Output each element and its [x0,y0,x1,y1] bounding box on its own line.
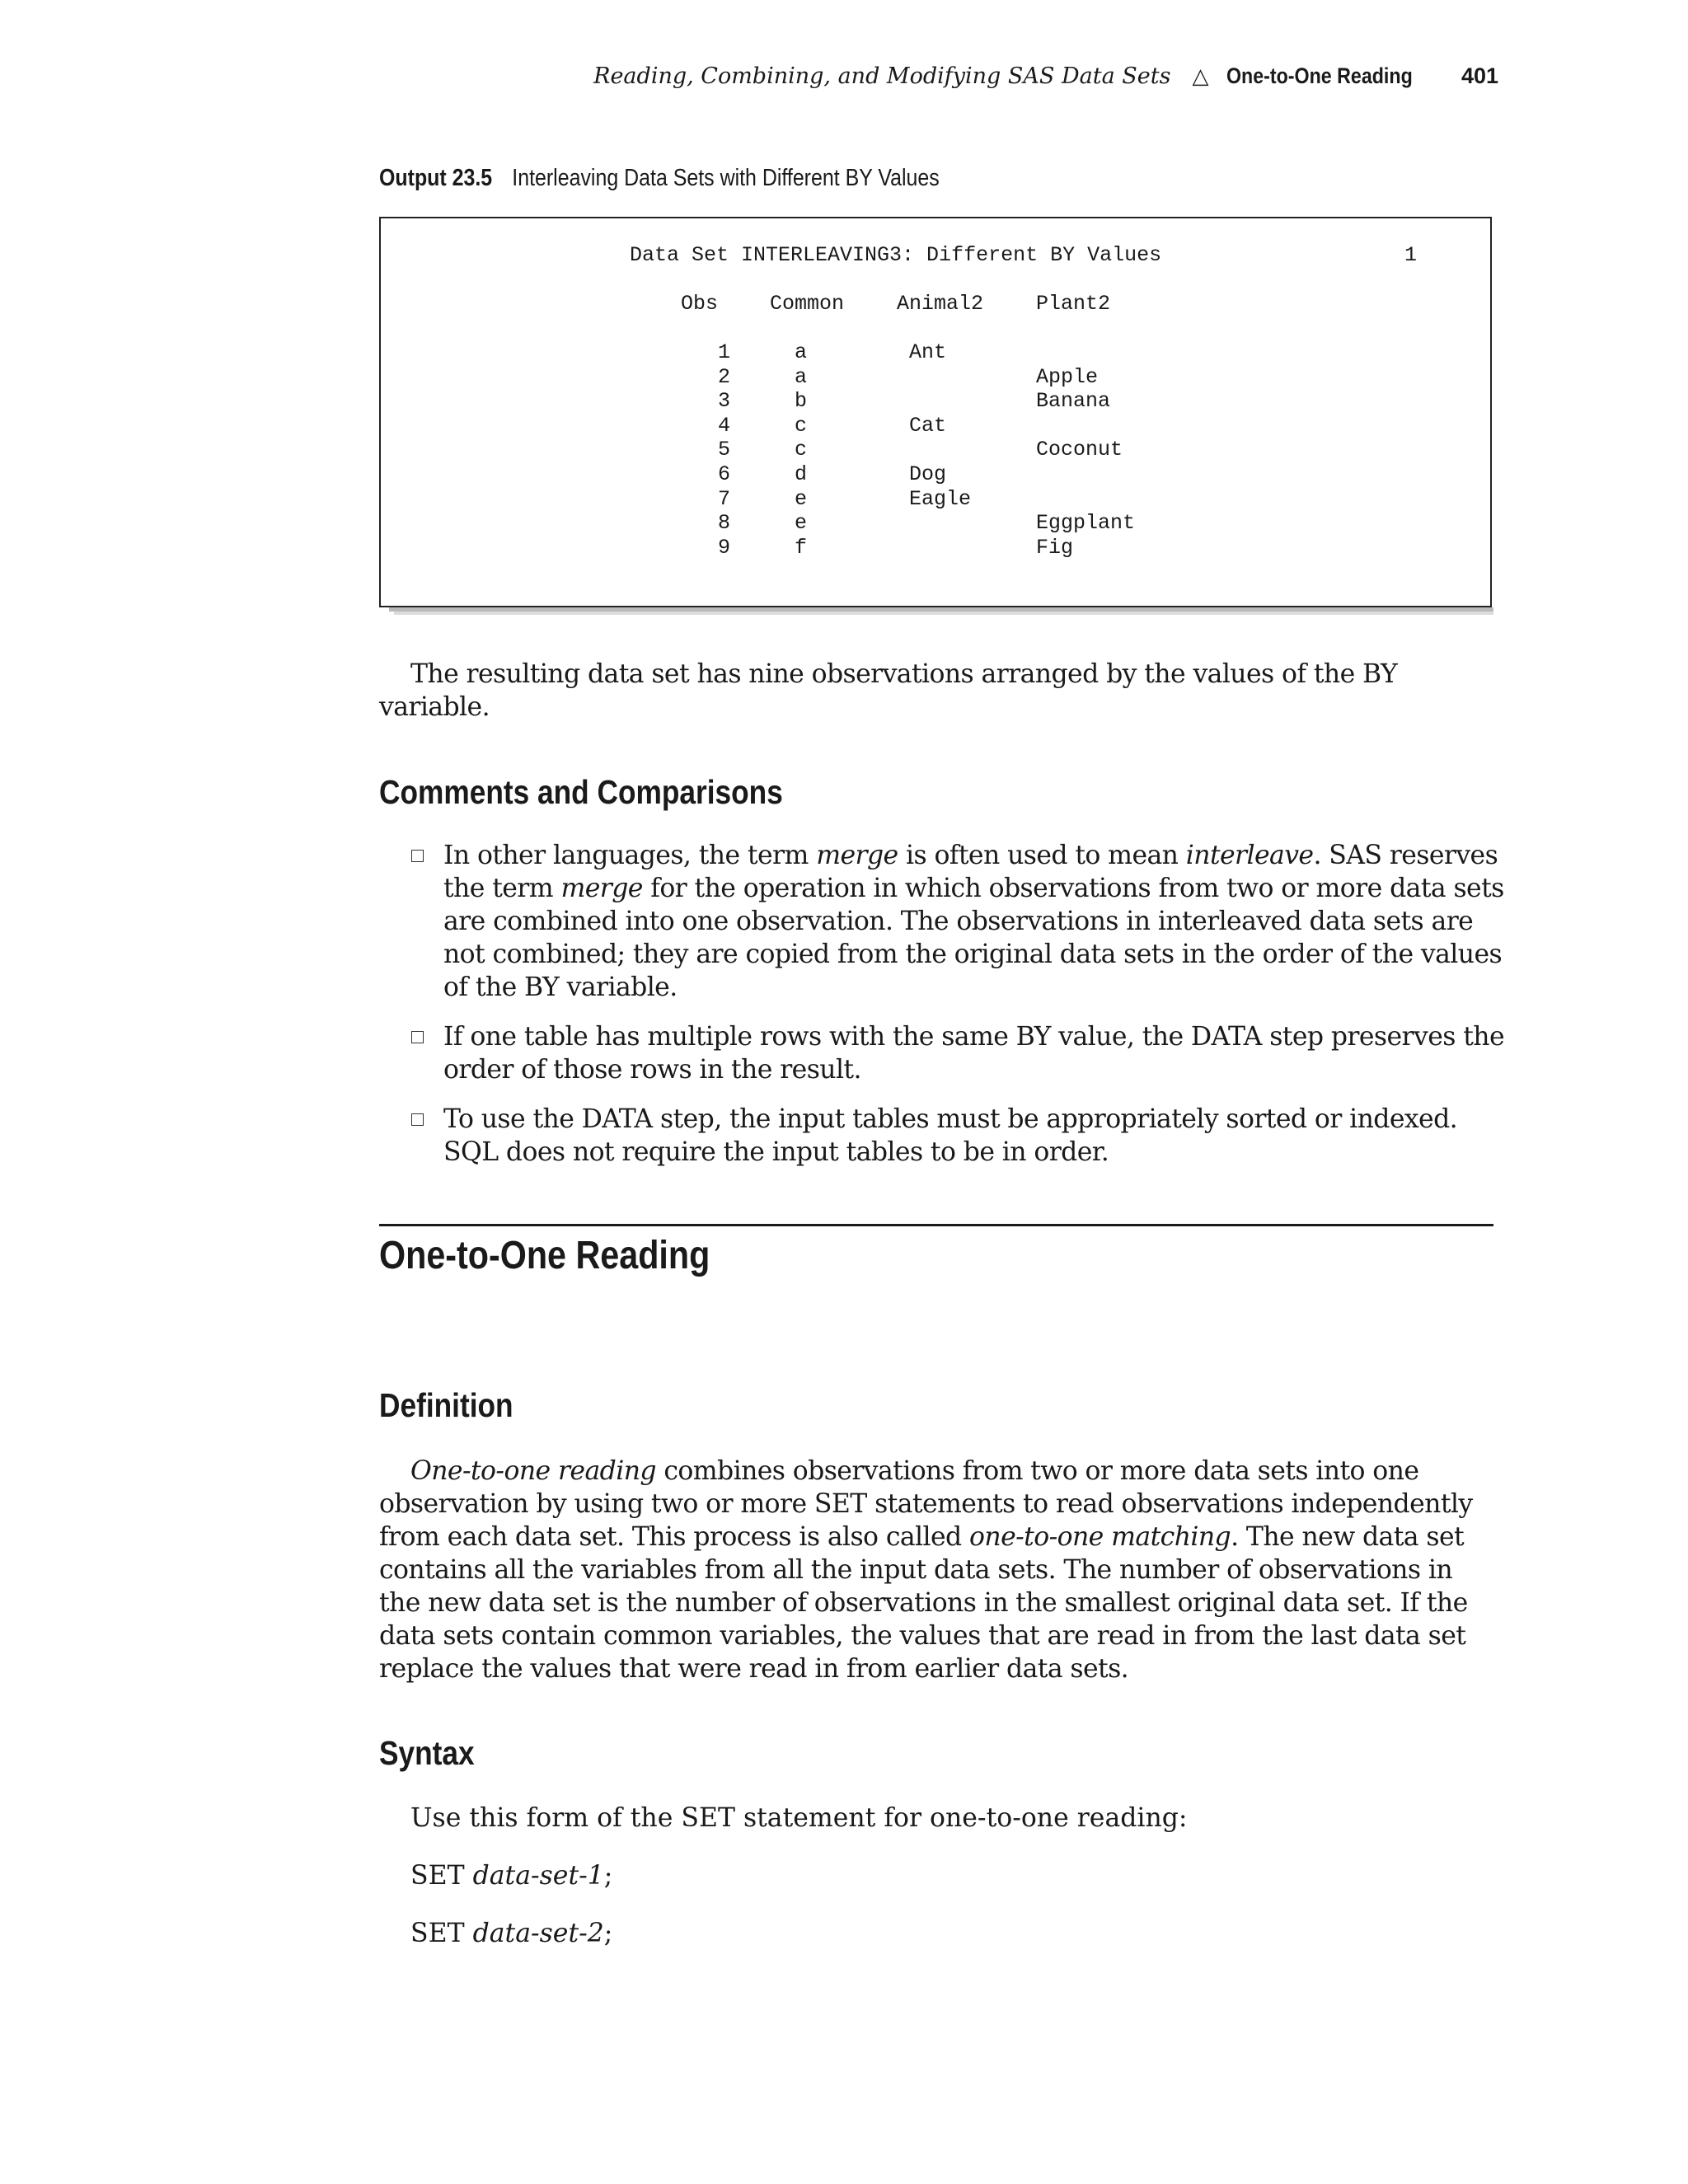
cell-obs: 7 [717,486,730,511]
bullet-1-text-b: is often used to mean [898,841,1186,870]
cell-obs: 5 [717,438,730,462]
output-page-number: 1 [1404,243,1418,267]
cell-animal2: Ant [909,340,947,364]
term-merge-2: merge [560,874,643,903]
sas-output-box [379,217,1492,607]
syntax-intro: Use this form of the SET statement for one-to-one reading: [410,1803,1188,1833]
cell-obs: 9 [717,535,730,560]
cell-common: f [795,535,808,560]
term-merge: merge [816,841,898,870]
comment-bullet-3: To use the DATA step, the input tables must be appropriately sorted or indexed. SQL does not require the input tables to be in order. [443,1104,1458,1167]
syntax-line-2 [410,1917,612,1950]
page-number: 401 [1461,63,1498,88]
cell-obs: 8 [717,511,730,536]
syntax-line-1 [410,1859,612,1892]
set-keyword: SET [410,1861,473,1891]
cell-obs: 1 [717,340,730,364]
term-interleave: interleave [1185,841,1314,870]
comments-heading: Comments and Comparisons [379,773,783,811]
term-one-to-one-reading: One-to-one reading [410,1456,656,1486]
cell-animal2: Cat [909,413,947,438]
column-header-animal2: Animal2 [897,292,984,316]
semicolon: ; [603,1861,613,1891]
running-header [593,59,1498,92]
term-one-to-one-matching: one-to-one matching [969,1522,1231,1552]
cell-obs: 6 [717,462,730,486]
cell-plant2: Eggplant [1036,511,1136,536]
data-set-1-arg: data-set-1 [472,1861,604,1891]
cell-plant2: Apple [1036,364,1099,389]
output-label: Output 23.5 [379,165,493,191]
bullet-1-text-c: . SAS reserves the term [443,841,1498,903]
output-box-shadow-soft [394,612,1493,615]
syntax-heading: Syntax [379,1734,475,1772]
definition-heading: Definition [379,1386,513,1424]
cell-common: a [795,340,808,364]
section-divider [379,1224,1493,1226]
output-title: Data Set INTERLEAVING3: Different BY Values [630,243,1162,267]
cell-plant2: Banana [1036,389,1111,414]
cell-obs: 2 [717,364,730,389]
cell-common: e [795,511,808,536]
definition-paragraph [379,1455,1500,1685]
column-header-plant2: Plant2 [1036,292,1111,316]
output-caption-text: Interleaving Data Sets with Different BY Values [512,165,940,191]
cell-common: a [795,364,808,389]
cell-obs: 4 [717,413,730,438]
bullet-box-icon [411,1113,424,1126]
column-header-obs: Obs [681,292,719,316]
definition-text-a: combines observations from two or more data sets into one observation by using two or more SET statements to read observations independently from each data set. This process is also called [379,1456,1473,1552]
semicolon: ; [603,1919,613,1948]
result-paragraph-text: The resulting data set has nine observations arranged by the values of the BY variable. [379,659,1398,722]
bullet-box-icon [411,850,424,862]
set-keyword: SET [410,1919,473,1948]
section-title: One-to-One Reading [379,1234,710,1277]
cell-obs: 3 [717,389,730,414]
bullet-1-text-d: for the operation in which observations from two or more data sets are combined into one observation. The observations in interleaved data sets are not combined; they are copied from the original data sets in the order of the values of the BY variable. [443,874,1504,1002]
comment-bullet-2: If one table has multiple rows with the same BY value, the DATA step preserves the order of those rows in the result. [443,1022,1504,1085]
cell-animal2: Eagle [909,486,972,511]
data-set-2-arg: data-set-2 [472,1919,604,1948]
column-header-common: Common [770,292,845,316]
cell-common: b [795,389,808,414]
running-header-section: One-to-One Reading [1226,63,1414,88]
cell-common: c [795,413,808,438]
comment-bullet-1 [443,839,1507,1004]
cell-common: e [795,486,808,511]
running-header-book-title: Reading, Combining, and Modifying SAS Data Sets [593,63,1171,89]
bullet-box-icon [411,1031,424,1043]
bullet-1-text-a: In other languages, the term [443,841,817,870]
cell-plant2: Coconut [1036,438,1123,462]
output-caption [379,165,940,192]
cell-animal2: Dog [909,462,947,486]
definition-text-b: . The new data set contains all the variables from all the input data sets. The number of observations in the new data set is the number of observations in the smallest original data set. If the data sets contain common variables, the values that are read in from the last data set replace the values that were read in from earlier data sets. [379,1522,1468,1684]
cell-plant2: Fig [1036,535,1074,560]
result-paragraph [379,658,1500,724]
cell-common: c [795,438,808,462]
triangle-icon: △ [1192,64,1209,89]
cell-common: d [795,462,808,486]
